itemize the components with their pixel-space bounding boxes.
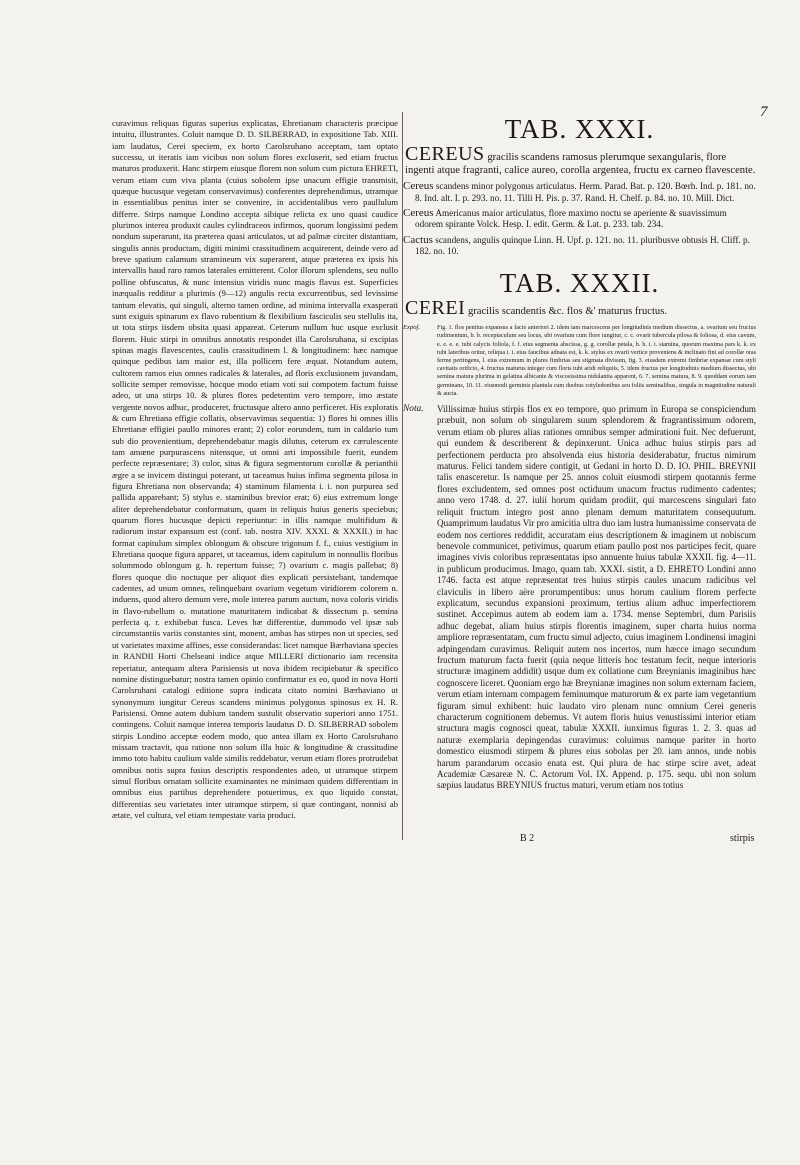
tab31-heading: TAB. XXXI.	[504, 114, 655, 144]
page-number: 7	[760, 104, 768, 120]
catchword: stirpis	[730, 833, 755, 844]
synonym-lead: Cactus	[403, 233, 433, 246]
tab31-diagnosis-text: gracilis scandens ramosus plerumque sexangularis, flore ingenti atque fragranti, calice aureo, corolla argentea, fructu ex carneo flavescente.	[405, 152, 756, 176]
tab32-diagnosis-text: gracilis scandentis &c. flos &' maturus fructus.	[467, 305, 667, 317]
left-column-text	[112, 118, 398, 821]
tab31-diagnosis-lead: CEREUS	[405, 143, 485, 165]
tab31-synonym	[403, 181, 756, 204]
figure-explanation	[403, 324, 756, 398]
synonym-text: Americanus maior articulatus, flore maximo noctu se aperiente & suavissimum odorem spirante Volck. Hesp. I. edit. Germ. & Lat. p. 233. tab. 234.	[415, 208, 727, 230]
right-column	[403, 112, 756, 792]
nota-text: Villissimæ huius stirpis flos ex eo tempore, quo primum in Europa se conspiciendum præbuit, non solum ob singularem suum splendorem & fragrantissimum odorem, verum etiam ob plures alias rationes omnibus semper admirationi fuit. Nec defuerunt, qui eundem & describerent & depinxerunt. Unica adhuc huius stirpis pars ad perfectionem perducta pro absolvenda eius historia desiderabatur, fructus nimirum maturus. Felici tandem sidere contigit, ut Gedani in horto D. D. IO. PHIL. BREYNII talis enasceretur. Is namque per 25. annos coluit eiusmodi stirpem quotannis ferme flores excludentem, sed omnes post octiduum unacum fructus rudimento cadentes; anno vero 1748. d. 27. iulii horum quidam prodiit, qui marcescens singulari fato reliquit fructum integro post anno plenam demum maturitatem consequutum. Quamprimum laudatus Vir pro amicitia ultra duo iam lustra humanissime conservata de eodem nos certiores reddidit, accuratam eius descriptionem & imaginem ut nobiscum benevole communicet, petivimus, quarum etiam paullo post nos participes fecit, quare imagines vivis coloribus repræsentatas ipso annuente huius tabulæ XXXII. fig. 4—11. in publicum producimus. Imago, quam tab. XXXI. sistit, a D. EHRETO Londini anno 1746. facta est atque repræsentat tres huius stirpis caules unacum radicibus vel claviculis in libero aëre prorumpentibus: unus horum caulium florem perfecte explicatum, secundus expansioni proximum, tertius alium adhuc imperfectiorem sustinet. Accepimus autem ab eodem iam a. 1734. mense Septembri, dum Parisiis adhuc degebat, aliam huius stirpis florentis imaginem, super charta huius norma ampliore repræsentatam, cum fructu simul adjecto, cuius imaginem Londinensi imagini adpingendam curavimus. Reliquit autem nos incertos, num hæcce imago secundum fructum maturum facta fuerit (quia neque litteris hoc testatum fecit, neque interioris structuræ imaginem addidit) usque dum ex collatione cum Breynianis imaginibus hæc cognoscere liceret. Quoniam ergo hæ Breynianæ imagines non solum externam faciem, verum etiam internam compagem feminumque maturorum & ex parte iam vegetantium figuram simul exhibent: huic laudato viro plenam nunc omnium Cerei generis characterum cognitionem debemus. Vt autem floris huius venustissimi interior etiam structura magis cognosci queat, tabulæ XXXII. iunximus figuras 1. 2. 3. quas ad naturæ exemplaria depingendas curavimus: coluimus namque pariter in horto domestico eiusmodi stirpem & plures eius sobolas per 20. iam annos, unde nobis harum parandarum occasio enata est. Qui plura de hac stirpe scire avet, adeat Academiæ Cæsareæ N. C. Actorum Vol. IX. Append. p. 175. sequ. ubi non solum sæpius laudatus BREYNIUS fructus maturi, verum etiam nos totius	[437, 404, 756, 791]
nota-section	[403, 404, 756, 792]
synonym-text: scandens, angulis quinque Linn. H. Upf. p. 121. no. 11. pluribusve obtusis H. Cliff. p. 182. no. 10.	[415, 234, 750, 257]
synonym-lead: Cereus	[403, 207, 434, 219]
tab31-diagnosis	[403, 143, 756, 177]
nota-margin-label: Nota.	[403, 404, 424, 415]
explanation-margin-label: Expof.	[403, 324, 421, 332]
tab32-diagnosis-lead: CEREI	[405, 296, 466, 319]
synonym-text: scandens minor polygonus articulatus. Herm. Parad. Bat. p. 120. Bœrh. Ind. p. 181. no. 8. Ind. alt. I. p. 293. no. 11. Tilli H. Pis. p. 37. Rand. H. Chelf. p. 84. no. 10. Mill. Dict.	[415, 181, 756, 203]
synonym-lead: Cereus	[403, 180, 434, 193]
tab31-synonym	[403, 208, 756, 231]
tab32-heading: TAB. XXXII.	[499, 267, 660, 298]
signature-mark: B 2	[520, 833, 535, 844]
left-column-paragraph: curavimus reliquas figuras superius explicatas, Ehretianam characteris præcipue intuitu, illustrantes. Coluit namque D. D. SILBERRAD, in expositione Tab. XIII. iam laudatus, Cerei speciem, ex horto Carolsruhano acceptam, tam optato successu, ut iteratis iam vicibus non solum flores excluserit, sed etiam fructus maturos produxerit. Hanc stirpem eiusque florem non solum cum pictura EHRETI, verum etiam cum viva planta (cuius sobolem ipse unacum effigie transmisit, quæque hucusque vegetam conservavimus) conferentes deprehendimus, utramque in essentialibus penitus inter se convenire, in accidentalibus vero paullulum differre. Stirps namque Londino accepta sibique relicta ex uno quasi caudice plurimos interea produxit caules cylindraceos infirmos, quorum longissimi pedem nondum superarunt, ita præterea quasi articulatos, ut ad palmæ circiter distantiam, singulis annis productam, digiti minimi crassitudinem acquirerent, deinde vero ad breve spatium calamum stramineum vix superarent, atque præterea ex ipsis his intervallis haud raro ramos laterales emitterent. Color illorum splendens, seu nullo polline obfuscatus, & nunc intensius viridis nunc magis flavus est. Superficies inæqualis redditur a plurimis (9—12) angulis recta excurrentibus, sed levissime tantum elevatis, qui singuli, alterno tamen ordine, ad minima intervalla exasperati sunt exiguis spinarum ex flavo rubentium & flexibilium fasciculis seu stellulis ita, ut tota stirps iisdem obsita quasi appareat. Ceterum nullum huc usque exclusit florem. Huic stirpi in omnibus annotatis respondet illa Carolsruhana, si excipias spinas magis flavescentes, caulis crassitudinem l. & longitudinem: hæc namque quinque pedibus iam maior est, illa pollicem fere æquat. Notandum autem, cultorem ramos eius omnes radicales & laterales, ad floris exclusionem juvandam, sollicite semper removisse, hocque modo etiam voti sui compotem factum fuisse adeo, ut una stirps 10. & plures flores pedetentim vero tempore, imo æstate vergente novos adhuc, produceret, fructusque altero anno perficeret. His exploratis & cum Ehretiana effigie collatis, observavimus sequentia: 1) flores hi omnes illis Ehretianæ effigiei paullo minores erant; 2) color eorundem, tum in caldario tum sub dio provenientium, deprehendebatur magis dilutus, ceterum ex cærulescente tam amœne purpurascens nitensque, ut omni arti impossibile fuerit, eundem perfecte repræsentare; 3) color, situs & figura segmentorum corollæ & perianthii ægre a se invicem distingui poterant, ut taceamus huius infima segmenta pilosa in figura Ehretiana non observanda; 4) staminum filamenta i. i. non purpurea sed pallida apparebant; 5) stylus e. staminibus brevior erat; 6) eius extremum longe aliter deprehendebatur conformatum, quam in reliquis huius generis speciebus; quarum flores hucusque depicti reperiuntur: in illis namque multifidum & radiorum instar expansum est (conf. tab. nostra XIV. XXXI. & XXXII.) in hac format capitulum simplex oblongum & obscure trigonum f. f., cuius vestigium in Ehretiana quoque figura apparet, ut taceamus, idem capitulum in nonnullis floribus solummodo oblongum g. h. repertum fuisse; 7) ovarium c. magis pallebat; 8) flores quoque dio noctuque per aliquot dies explicati persistebant, tandemque cadentes, ad unum omnes, relinquebant ovarium vegetum viridiorem colorem n. induens, quod altero demum vere, mole interea parum auctum, nova coloris viridis in flavo-rubellum o. mutatione maturitatem indicabat & dissectum p. semina perfecta q. r. exhibebat fusca. Leves hæ differentiæ, dummodo vel ipsæ sub circumstantiis variis constantes sint, monent, ambas has stirpes non ut species, sed ut varietates maxime affines, esse considerandas: licet namque Bærhaviana species in RANDII Horti Chelseani indice atque MILLERI dictionario iam recensita reperiatur, antequam altera Parisiensis ut nova ibidem recipiebatur & specifico nomine distinguebatur; nostra tamen opinio confirmatur ex eo, quod in nova Horti Carolsruhani catalogi editione supra indicata citato nomini Bærhaviano ut synonymum iungitur Cereus scandens minimus polygonus spinosus ex H. R. Parisiensi. Omne autem dubium tandem sustulit observatio superiori anno 1751. contingens. Coluit namque interea temporis laudatus D. D. SILBERRAD sobolem stirpis Londino acceptæ eodem modo, quo antea illam ex Horto Carolsruhano missam tractavit, qua ratione non solum illa huic & longitudine & crassitudine immo toto habitu caulium valde similis reddebatur, verum etiam flores protrudebat omnibus notis supra fusius descriptis respondentes adeo, ut utramque stirpem simul floribus ornatam sollicite examinantes ne minimam quidem differentiam in omnibus eius partibus deprehendere potuerimus, ex quo liquido constat, differentias seu varietates inter utramque stirpem, si quæ contingant, nonnisi ab ætate, vel cultura, vel etiam tempestate varia produci.	[112, 118, 398, 820]
explanation-text: Fig. 1. flos penitus expansus a facie anteriori 2. idem iam marcescens per longitudinis medium dissectus, a. ovarium seu fructus rudimentum, b. b. receptaculum seu locus, ubi ovarium cum flore iungitur, c. c. ovarii tubercula pilosa & foliosa, d. eius cavum, e. e. e. e. tubi calycis foliola, f. f. eius segmenta abscissa, g. g. corollæ petala, h. h. i. i. stamina, quorum maxima pars k. k. ex tubi lateribus oritur, reliqua i. i. eius faucibus adnata est, k. k. stylus ex ovarii vertice proveniens & inclinato fini ad corollæ oras ferme pertingens, l. eius extremum in plures fimbrias seu stigmata divisum, fig. 3. eiusdem extremi fimbriæ expansæ cum styli cavitatis orificio, 4. fructus maturus integer cum floris tubi aridi reliquiis, 5. idem fructus per longitudinis medium dissectus, ubi semina matura plurima in gelatina albicante & viscosissima nidulantia apparent, 6. 7. semina matura, 8. 9. quoddam eorum iam germinans, 10. 11. eiusmodi germinis plantula cum duobus cotyledonibus seu foliis seminalibus, singula in magnitudine naturali & aucta.	[437, 324, 756, 397]
tab32-diagnosis	[403, 296, 756, 319]
tab31-synonym	[403, 235, 756, 258]
